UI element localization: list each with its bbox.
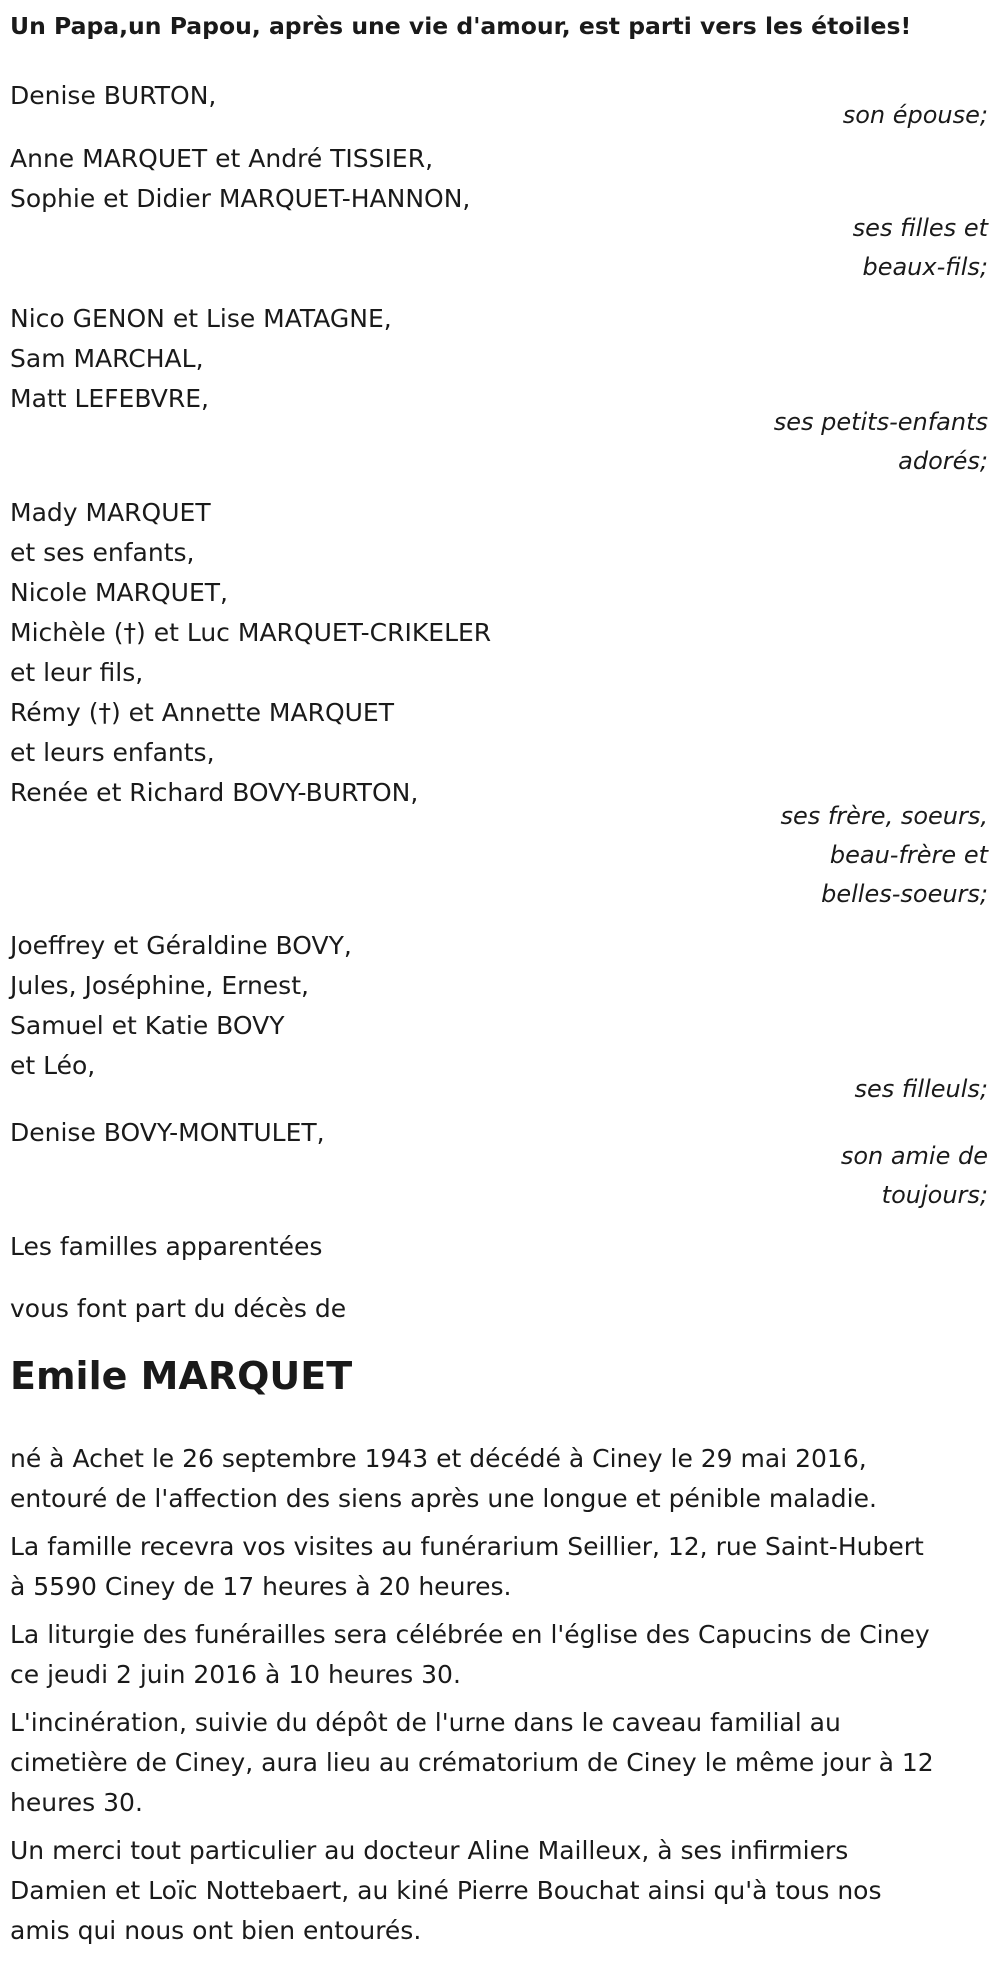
family-group-grandchildren — [10, 299, 988, 481]
paragraph-birth-death — [10, 1439, 988, 1519]
family-name: Nico GENON et Lise MATAGNE, — [10, 304, 392, 333]
paragraph-line: La liturgie des funérailles sera célébrée en l'église des Capucins de Ciney — [10, 1620, 930, 1649]
paragraph-line: L'incinération, suivie du dépôt de l'urne dans le caveau familial au — [10, 1708, 841, 1737]
family-name: Jules, Joséphine, Ernest, — [10, 971, 309, 1000]
family-name: et Léo, — [10, 1051, 96, 1080]
paragraph-line: heures 30. — [10, 1788, 143, 1817]
paragraph-line: né à Achet le 26 septembre 1943 et décédé à Ciney le 29 mai 2016, — [10, 1444, 867, 1473]
relationship-label — [10, 797, 988, 914]
deceased-name: Emile MARQUET — [10, 1354, 353, 1398]
family-name: Anne MARQUET et André TISSIER, — [10, 144, 434, 173]
family-group-godchildren — [10, 926, 988, 1109]
relationship-line: ses filles et — [852, 214, 988, 242]
relationship-line: beau-frère et — [829, 841, 988, 869]
relationship-line: beaux-fils; — [862, 253, 988, 281]
family-name: Joeffrey et Géraldine BOVY, — [10, 931, 352, 960]
family-name: Mady MARQUET — [10, 498, 211, 527]
paragraph-thanks — [10, 1831, 988, 1951]
family-group-spouse — [10, 76, 988, 135]
family-name: et leur fils, — [10, 658, 144, 687]
family-name: et leurs enfants, — [10, 738, 215, 767]
headline: Un Papa,un Papou, après une vie d'amour, est parti vers les étoiles! — [10, 12, 912, 40]
relationship-label — [10, 1070, 988, 1109]
names-list — [10, 926, 988, 1086]
related-families: Les familles apparentées — [10, 1232, 323, 1261]
relationship-line: ses frère, soeurs, — [780, 802, 988, 830]
family-group-daughters — [10, 139, 988, 287]
family-name: Michèle (†) et Luc MARQUET-CRIKELER — [10, 618, 492, 647]
family-name: Matt LEFEBVRE, — [10, 384, 209, 413]
names-list — [10, 493, 988, 813]
relationship-line: ses petits-enfants — [773, 408, 988, 436]
names-list — [10, 299, 988, 419]
relationship-line: son amie de — [840, 1142, 988, 1170]
relationship-line: ses filleuls; — [854, 1075, 988, 1103]
paragraph-line: Un merci tout particulier au docteur Aline Mailleux, à ses infirmiers — [10, 1836, 849, 1865]
paragraph-line: La famille recevra vos visites au funérarium Seillier, 12, rue Saint-Hubert — [10, 1532, 924, 1561]
paragraph-line: ce jeudi 2 juin 2016 à 10 heures 30. — [10, 1660, 461, 1689]
relationship-line: adorés; — [898, 447, 988, 475]
relationship-line: son épouse; — [842, 101, 988, 129]
paragraph-visits — [10, 1527, 988, 1607]
paragraph-line: à 5590 Ciney de 17 heures à 20 heures. — [10, 1572, 512, 1601]
family-name: Denise BOVY-MONTULET, — [10, 1118, 325, 1147]
paragraph-line: Damien et Loïc Nottebaert, au kiné Pierre Bouchat ainsi qu'à tous nos — [10, 1876, 882, 1905]
paragraph-line: entouré de l'affection des siens après une longue et pénible maladie. — [10, 1484, 877, 1513]
relationship-label — [10, 209, 988, 287]
relationship-line: belles-soeurs; — [821, 880, 988, 908]
announcement-line: vous font part du décès de — [10, 1294, 347, 1323]
paragraph-line: cimetière de Ciney, aura lieu au crématorium de Ciney le même jour à 12 — [10, 1748, 934, 1777]
family-name: Nicole MARQUET, — [10, 578, 228, 607]
family-name: Sam MARCHAL, — [10, 344, 204, 373]
family-name: Denise BURTON, — [10, 81, 217, 110]
family-name: Samuel et Katie BOVY — [10, 1011, 285, 1040]
paragraph-liturgy — [10, 1615, 988, 1695]
family-name: et ses enfants, — [10, 538, 195, 567]
paragraph-cremation — [10, 1703, 988, 1823]
paragraph-line: amis qui nous ont bien entourés. — [10, 1916, 422, 1945]
family-group-siblings — [10, 493, 988, 914]
family-name: Sophie et Didier MARQUET-HANNON, — [10, 184, 471, 213]
names-list — [10, 139, 988, 219]
family-name: Rémy (†) et Annette MARQUET — [10, 698, 394, 727]
relationship-line: toujours; — [881, 1181, 988, 1209]
family-name: Renée et Richard BOVY-BURTON, — [10, 778, 419, 807]
family-group-friend — [10, 1113, 988, 1215]
